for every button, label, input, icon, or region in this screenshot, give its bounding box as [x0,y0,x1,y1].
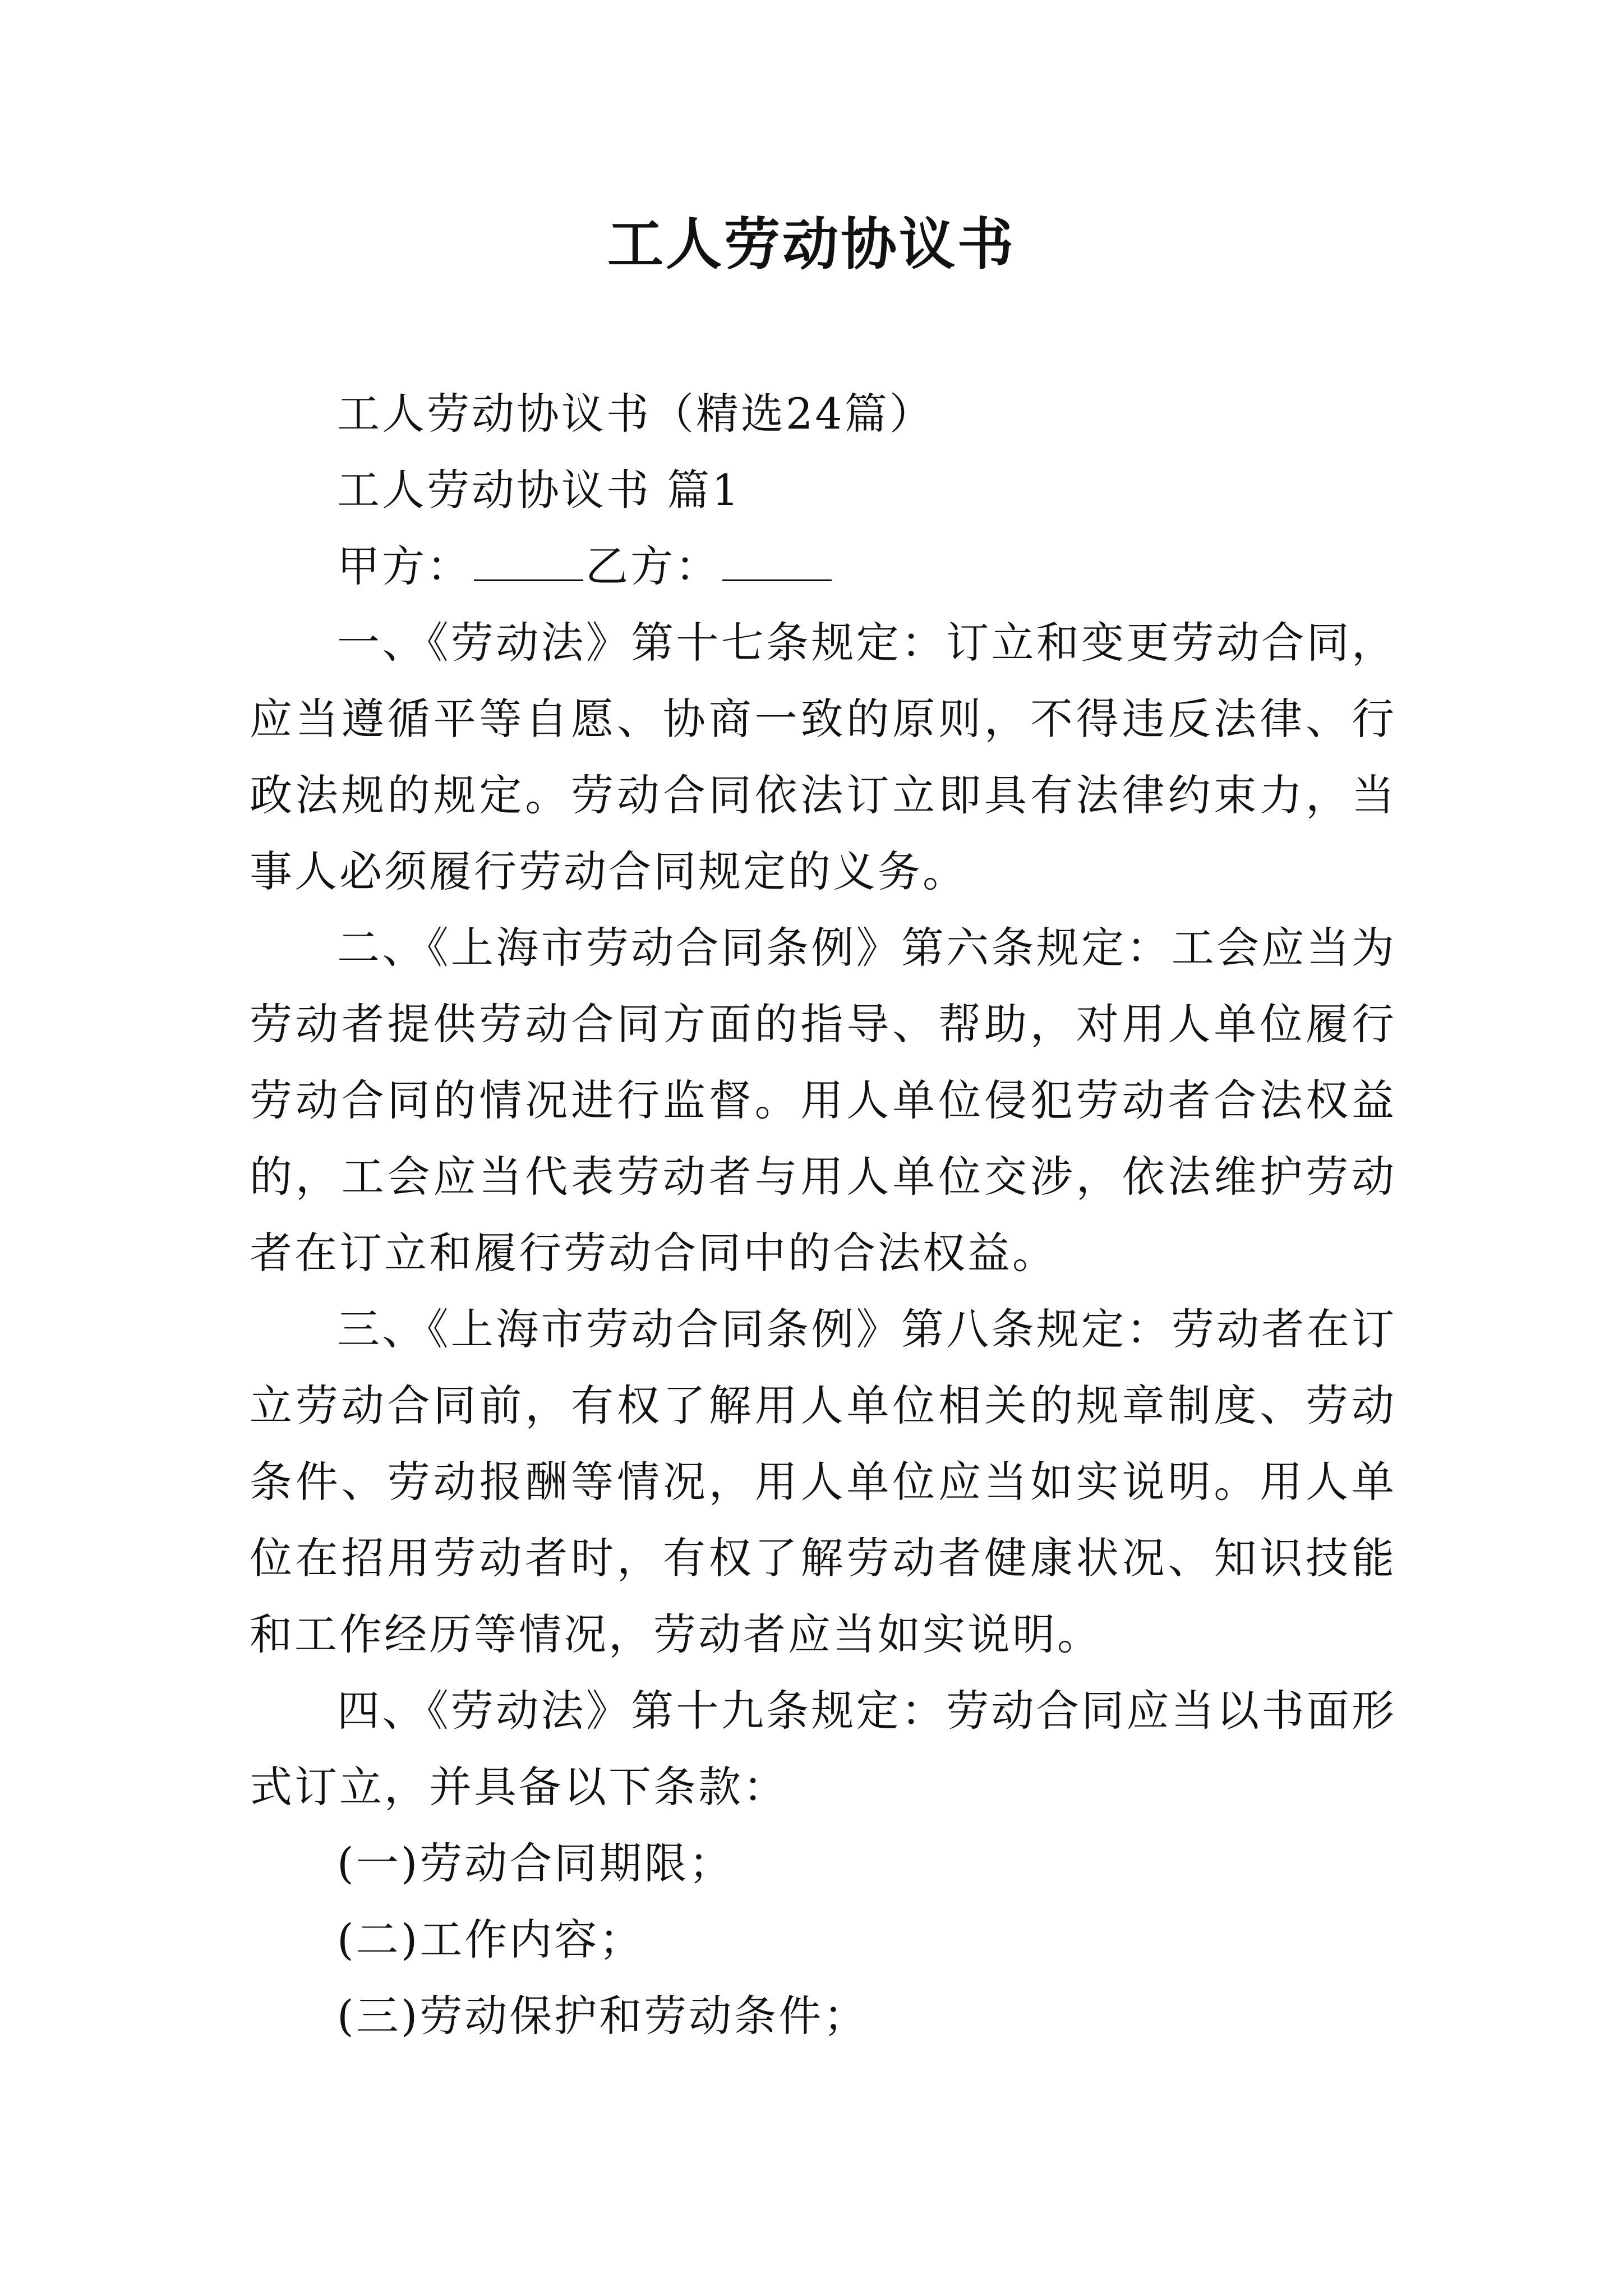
paragraph-article-19: 四、《劳动法》第十九条规定：劳动合同应当以书面形式订立，并具备以下条款： [250,1686,1396,1812]
party-line [250,528,1396,605]
list-item: (一)劳动合同期限； [337,1838,734,1888]
paragraph-article-6: 二、《上海市劳动合同条例》第六条规定：工会应当为劳动者提供劳动合同方面的指导、帮助，对用人单位履行劳动合同的情况进行监督。用人单位侵犯劳动者合法权益的，工会应当代表劳动者与用人单位交涉，依法维护劳动者在订立和履行劳动合同中的合法权益。 [250,923,1396,1278]
party-b-blank [722,546,832,581]
document-title: 工人劳动协议书 [607,211,1016,277]
party-b-label: 乙方： [585,541,720,591]
party-a-label: 甲方： [337,541,472,591]
list-item: (三)劳动保护和劳动条件； [337,1991,869,2041]
list-item: (二)工作内容； [337,1915,644,1964]
party-a-blank [474,546,583,581]
paragraph-article-17: 一、《劳动法》第十七条规定：订立和变更劳动合同，应当遵循平等自愿、协商一致的原则，不得违反法律、行政法规的规定。劳动合同依法订立即具有法律约束力，当事人必须履行劳动合同规定的义务。 [250,618,1396,896]
paragraph-article-8: 三、《上海市劳动合同条例》第八条规定：劳动者在订立劳动合同前，有权了解用人单位相关的规章制度、劳动条件、劳动报酬等情况，用人单位应当如实说明。用人单位在招用劳动者时，有权了解劳动者健康状况、知识技能和工作经历等情况，劳动者应当如实说明。 [250,1304,1396,1659]
document-body [250,376,1396,2054]
section-heading: 工人劳动协议书 篇1 [337,465,741,515]
document-subtitle: 工人劳动协议书（精选24篇） [337,389,934,439]
